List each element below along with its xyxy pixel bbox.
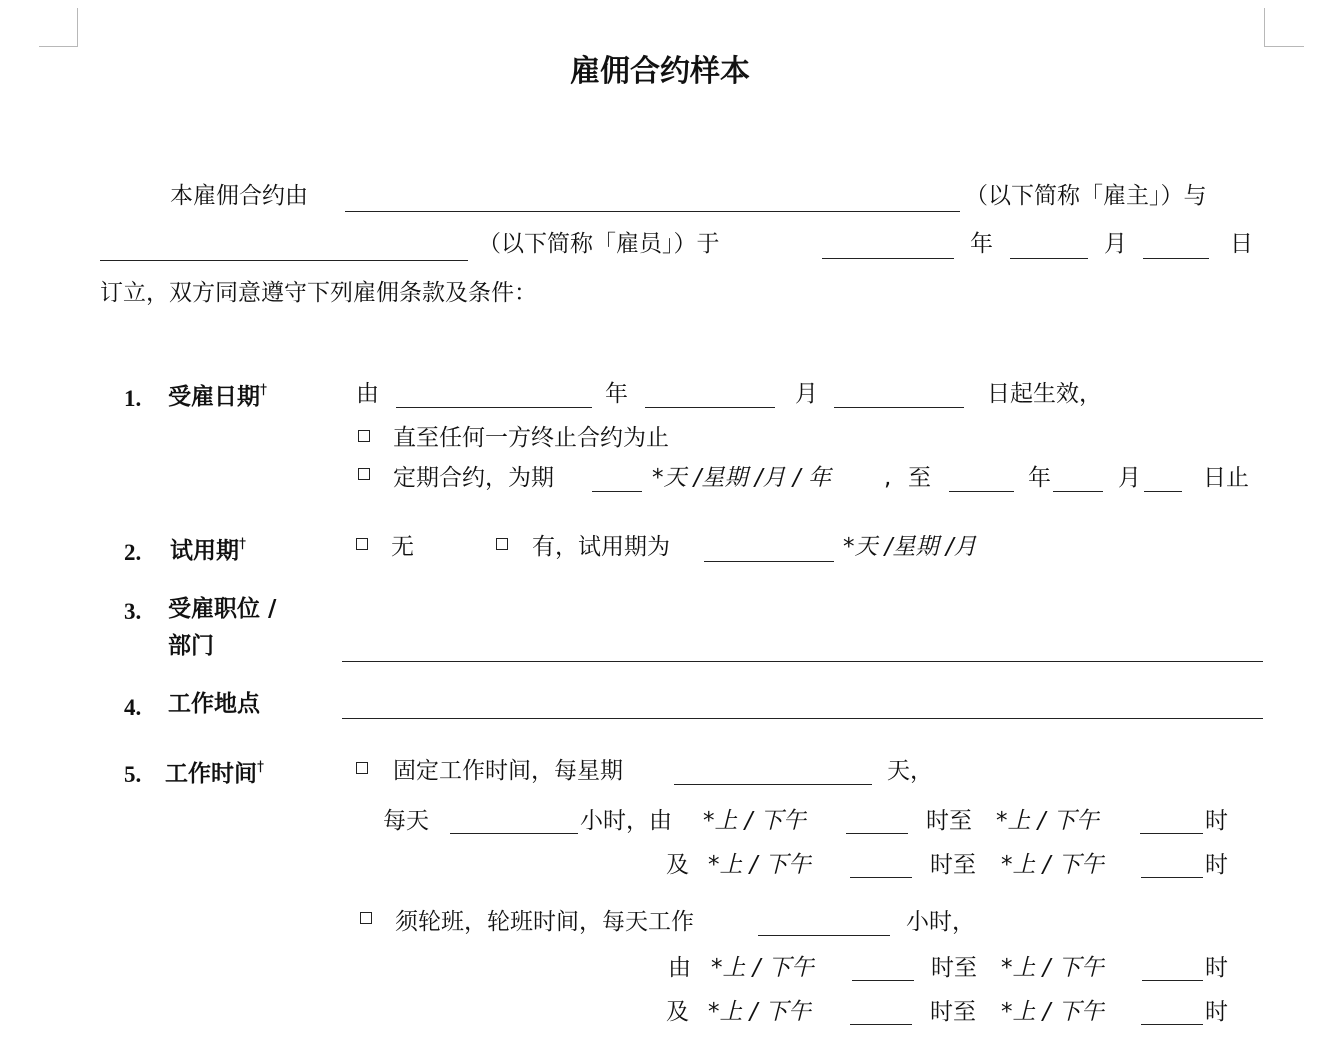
s5-row1-hour: 时 — [1205, 808, 1228, 834]
s5-row2-and: 及 — [666, 852, 689, 878]
s2-none-checkbox[interactable] — [356, 538, 368, 550]
s1-end-day-blank[interactable] — [1144, 491, 1182, 492]
employer-name-blank[interactable] — [345, 211, 960, 212]
section5-label — [165, 759, 264, 787]
s5-daily-label: 每天 — [383, 808, 429, 834]
s1-year-label: 年 — [605, 381, 628, 407]
section2-label-text: 试用期 — [170, 538, 239, 564]
s5-fixed-hours-checkbox[interactable] — [356, 762, 368, 774]
s1-end-label: 日止 — [1203, 465, 1249, 491]
s1-start-year-blank[interactable] — [396, 407, 592, 408]
section3-number: 3. — [124, 599, 142, 624]
crop-mark-top-left-horizontal — [39, 46, 78, 47]
section1-dagger: † — [260, 382, 267, 398]
s5-row3-from: 由 — [668, 955, 691, 981]
section1-number: 1. — [124, 386, 142, 411]
section5-label-text: 工作时间 — [165, 761, 257, 787]
intro-employee-ref: （以下简称「雇员」）于 — [478, 231, 720, 257]
s5-row2-start-blank[interactable] — [850, 877, 912, 878]
sign-year-blank[interactable] — [822, 258, 954, 259]
s5-row4-and: 及 — [666, 999, 689, 1025]
intro-day-label: 日 — [1230, 231, 1253, 257]
s4-location-blank[interactable] — [342, 718, 1263, 719]
crop-mark-top-left-vertical — [77, 8, 78, 46]
s2-none-label: 无 — [391, 534, 414, 560]
section1-label-text: 受雇日期 — [168, 384, 260, 410]
sign-month-blank[interactable] — [1010, 258, 1088, 259]
section1-label — [168, 382, 267, 410]
s1-comma: , — [884, 465, 892, 491]
s1-month-label: 月 — [795, 381, 818, 407]
section3-label-line1: 受雇职位 / — [168, 596, 277, 622]
s5-daily-hours-blank[interactable] — [450, 833, 578, 834]
s1-fixed-term-checkbox[interactable] — [358, 468, 370, 480]
intro-year-label: 年 — [970, 231, 993, 257]
s5-row2-to: 时至 — [930, 852, 976, 878]
s5-row2-end-blank[interactable] — [1141, 877, 1203, 878]
s2-yes-label: 有，试用期为 — [532, 534, 670, 560]
s5-row4-end-blank[interactable] — [1141, 1024, 1203, 1025]
s1-end-month-label: 月 — [1118, 465, 1141, 491]
s5-row4-start-blank[interactable] — [850, 1024, 912, 1025]
s5-row4-ampm-a: *上 / 下午 — [708, 999, 811, 1025]
s5-row3-start-blank[interactable] — [852, 980, 914, 981]
s2-unit-choice: *天 /星期 /月 — [843, 534, 977, 560]
s5-row1-ampm-a: *上 / 下午 — [703, 808, 806, 834]
s5-row1-ampm-b: *上 / 下午 — [996, 808, 1099, 834]
s5-shift-suffix: 小时， — [906, 909, 975, 935]
s1-to-label: 至 — [908, 465, 931, 491]
s5-shift-prefix: 须轮班，轮班时间，每天工作 — [395, 909, 694, 935]
section2-dagger: † — [239, 536, 246, 552]
intro-line1-prefix: 本雇佣合约由 — [170, 183, 308, 209]
s5-row2-hour: 时 — [1205, 852, 1228, 878]
section2-label — [170, 536, 246, 564]
s5-shift-hours-blank[interactable] — [758, 935, 890, 936]
s5-shift-checkbox[interactable] — [360, 912, 372, 924]
crop-mark-top-right-vertical — [1264, 8, 1265, 46]
s2-yes-checkbox[interactable] — [496, 538, 508, 550]
s5-row1-end-blank[interactable] — [1140, 833, 1203, 834]
intro-month-label: 月 — [1104, 231, 1127, 257]
section2-number: 2. — [124, 540, 142, 565]
s1-end-year-label: 年 — [1028, 465, 1051, 491]
s5-fixed-prefix: 固定工作时间，每星期 — [393, 758, 623, 784]
employee-name-blank[interactable] — [100, 260, 468, 261]
s1-fixed-term-length-blank[interactable] — [592, 491, 642, 492]
s5-fixed-suffix: 天， — [887, 758, 933, 784]
s1-fixed-term-label: 定期合约，为期 — [393, 465, 554, 491]
section4-label: 工作地点 — [168, 691, 260, 717]
s5-days-per-week-blank[interactable] — [674, 784, 872, 785]
s5-row3-ampm-b: *上 / 下午 — [1001, 955, 1104, 981]
s1-until-terminated-label: 直至任何一方终止合约为止 — [393, 425, 669, 451]
s3-position-blank[interactable] — [342, 661, 1263, 662]
s1-unit-choice: *天 /星期 /月 / 年 — [652, 465, 831, 491]
section4-number: 4. — [124, 695, 142, 720]
s5-row1-start-blank[interactable] — [846, 833, 908, 834]
s1-end-year-blank[interactable] — [949, 491, 1014, 492]
intro-line1-suffix: （以下简称「雇主」）与 — [965, 183, 1207, 209]
document-title: 雇佣合约样本 — [570, 54, 750, 89]
section3-label-line2: 部门 — [168, 633, 214, 659]
s5-row3-to: 时至 — [931, 955, 977, 981]
s1-start-day-blank[interactable] — [834, 407, 964, 408]
s1-end-month-blank[interactable] — [1053, 491, 1103, 492]
s5-row2-ampm-b: *上 / 下午 — [1001, 852, 1104, 878]
intro-line3: 订立，双方同意遵守下列雇佣条款及条件： — [100, 280, 537, 306]
section5-dagger: † — [257, 759, 264, 775]
s5-row4-ampm-b: *上 / 下午 — [1001, 999, 1104, 1025]
s5-row3-end-blank[interactable] — [1142, 980, 1203, 981]
s5-row2-ampm-a: *上 / 下午 — [708, 852, 811, 878]
s1-start-month-blank[interactable] — [645, 407, 775, 408]
s5-row3-ampm-a: *上 / 下午 — [711, 955, 814, 981]
s1-from: 由 — [356, 381, 379, 407]
s5-row1-to: 时至 — [926, 808, 972, 834]
s5-row4-hour: 时 — [1205, 999, 1228, 1025]
sign-day-blank[interactable] — [1143, 258, 1209, 259]
s1-until-terminated-checkbox[interactable] — [358, 430, 370, 442]
section5-number: 5. — [124, 762, 142, 787]
s1-effective-label: 日起生效， — [987, 381, 1102, 407]
crop-mark-top-right-horizontal — [1264, 46, 1304, 47]
s5-hours-from: 小时，由 — [580, 808, 672, 834]
s2-probation-length-blank[interactable] — [704, 561, 834, 562]
s5-row3-hour: 时 — [1205, 955, 1228, 981]
s5-row4-to: 时至 — [930, 999, 976, 1025]
